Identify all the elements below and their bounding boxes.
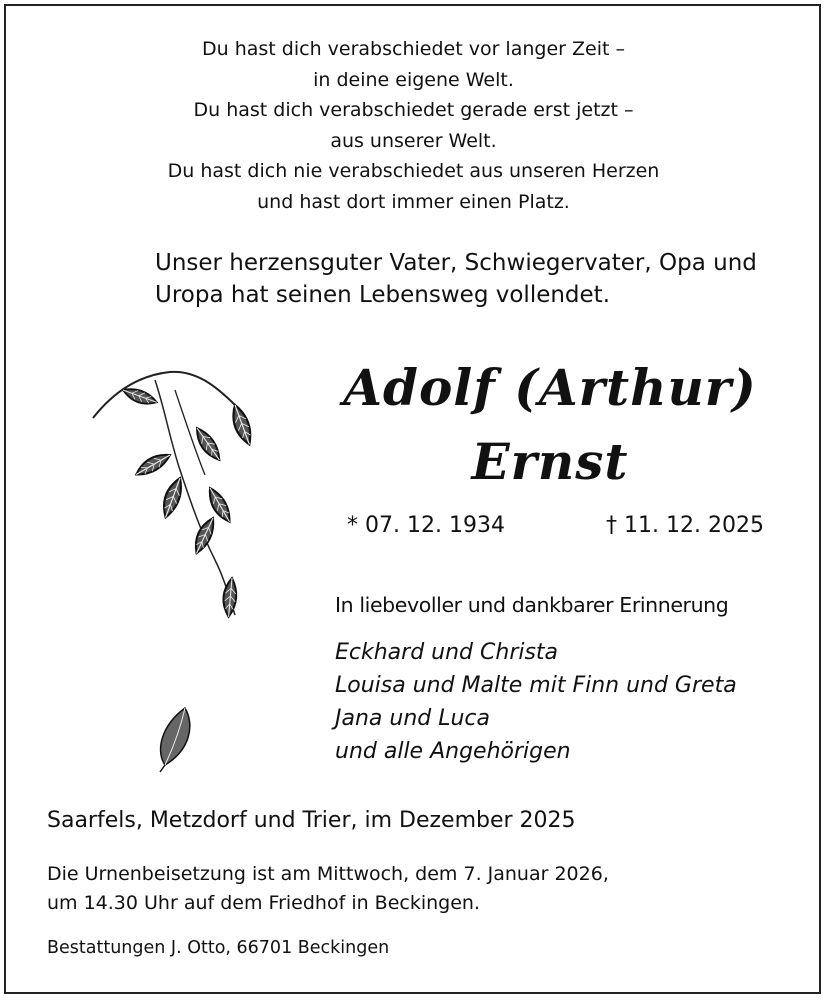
funeral-home: Bestattungen J. Otto, 66701 Beckingen: [47, 938, 390, 958]
death-date: † 11. 12. 2025: [606, 513, 764, 538]
intro-text: [155, 247, 757, 311]
intro-line: Uropa hat seinen Lebensweg vollendet.: [155, 282, 611, 308]
mourner: und alle Angehörigen: [335, 739, 571, 764]
burial-line: um 14.30 Uhr auf dem Friedhof in Beckingen.: [47, 892, 481, 914]
deceased-name-line1: Adolf (Arthur): [343, 358, 757, 417]
burial-line: Die Urnenbeisetzung ist am Mittwoch, dem 7. Januar 2026,: [47, 863, 609, 885]
poem-line: in deine eigene Welt.: [313, 68, 514, 91]
poem-line: und hast dort immer einen Platz.: [257, 190, 570, 213]
mourners-list: [335, 636, 737, 768]
mourner: Eckhard und Christa: [335, 640, 559, 665]
memory-line: In liebevoller und dankbarer Erinnerung: [335, 593, 729, 617]
falling-leaf-icon: [150, 700, 200, 775]
intro-line: Unser herzensguter Vater, Schwiegervater, Opa und: [155, 250, 757, 276]
poem: [0, 34, 827, 217]
birth-date: * 07. 12. 1934: [347, 513, 505, 538]
mourner: Jana und Luca: [335, 706, 491, 731]
birch-branch-icon: [85, 360, 270, 630]
deceased-name-line2: Ernst: [471, 432, 629, 491]
burial-info: [47, 860, 609, 918]
place-date: Saarfels, Metzdorf und Trier, im Dezember 2025: [47, 808, 576, 833]
poem-line: Du hast dich verabschiedet vor langer Zeit –: [202, 38, 625, 60]
poem-line: Du hast dich nie verabschiedet aus unseren Herzen: [167, 160, 660, 182]
mourner: Louisa und Malte mit Finn und Greta: [335, 673, 737, 698]
poem-line: Du hast dich verabschiedet gerade erst jetzt –: [193, 99, 634, 121]
poem-line: aus unserer Welt.: [330, 129, 497, 152]
